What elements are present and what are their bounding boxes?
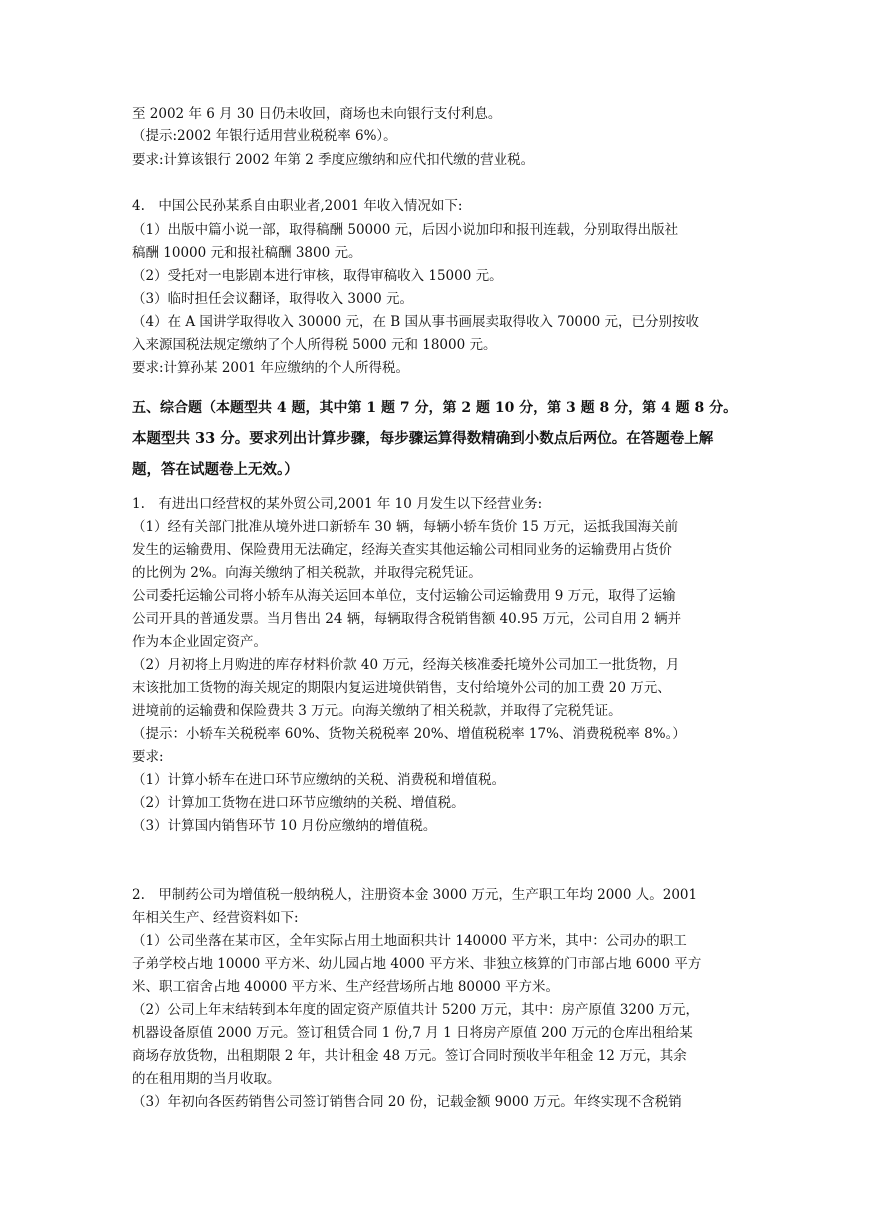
section-heading: 题，答在试题卷上无效。）: [132, 461, 299, 478]
text-line: 末该批加工货物的海关规定的期限内复运进境供销售，支付给境外公司的加工费 20 万元、: [132, 680, 671, 696]
text-line: 发生的运输费用、保险费用无法确定，经海关查实其他运输公司相同业务的运输费用占货价: [132, 542, 672, 558]
text-line: 机器设备原值 2000 万元。签订租赁合同 1 份,7 月 1 日将房产原值 200 万元的仓库出租给某: [132, 1025, 693, 1041]
text-line: 稿酬 10000 元和报社稿酬 3800 元。: [132, 245, 362, 261]
text-line: （2）月初将上月购进的库存材料价款 40 万元，经海关核准委托境外公司加工一批货物，月: [132, 657, 680, 673]
question-heading: 2. 甲制药公司为增值税一般纳税人，注册资本金 3000 万元，生产职工年均 2000 人。2001: [132, 887, 698, 903]
text-line: （1）经有关部门批准从境外进口新轿车 30 辆，每辆小轿车货价 15 万元，运抵我国海关前: [132, 519, 679, 535]
text-line: 米、职工宿舍占地 40000 平方米、生产经营场所占地 80000 平方米。: [132, 979, 560, 995]
text-line: 商场存放货物，出租期限 2 年，共计租金 48 万元。签订合同时预收半年租金 12 万元，其余: [132, 1048, 687, 1064]
question-heading: 4. 中国公民孙某系自由职业者,2001 年收入情况如下:: [132, 198, 463, 214]
section-heading: 五、综合题（本题型共 4 题，其中第 1 题 7 分，第 2 题 10 分，第 3 题 8 分，第 4 题 8 分。: [132, 400, 738, 416]
question-heading: 1. 有进出口经营权的某外贸公司,2001 年 10 月发生以下经营业务:: [132, 496, 543, 512]
text-line: 入来源国税法规定缴纳了个人所得税 5000 元和 18000 元。: [132, 337, 497, 353]
text-line: （3）临时担任会议翻译，取得收入 3000 元。: [132, 291, 414, 307]
text-line: 子弟学校占地 10000 平方米、幼儿园占地 4000 平方米、非独立核算的门市部占地 6000 平方: [132, 956, 702, 972]
text-line: （提示:2002 年银行适用营业税税率 6%）。: [132, 128, 397, 144]
text-line: 至 2002 年 6 月 30 日仍未收回，商场也未向银行支付利息。: [132, 106, 502, 122]
text-line: （1）出版中篇小说一部，取得稿酬 50000 元，后因小说加印和报刊连载，分别取得出版社: [132, 222, 679, 238]
text-line: 进境前的运输费和保险费共 3 万元。向海关缴纳了相关税款，并取得了完税凭证。: [132, 703, 622, 719]
text-line: 要求:计算孙某 2001 年应缴纳的个人所得税。: [132, 360, 409, 376]
text-line: （2）计算加工货物在进口环节应缴纳的关税、增值税。: [132, 795, 465, 811]
text-line: 要求:: [132, 749, 164, 765]
text-line: 公司委托运输公司将小轿车从海关运回本单位，支付运输公司运输费用 9 万元，取得了运输: [132, 588, 676, 604]
text-line: （3）计算国内销售环节 10 月份应缴纳的增值税。: [132, 818, 437, 834]
text-line: （1）计算小轿车在进口环节应缴纳的关税、消费税和增值税。: [132, 772, 506, 788]
text-line: （4）在 A 国讲学取得收入 30000 元，在 B 国从事书画展卖取得收入 70000 元，已分别按收: [132, 314, 699, 330]
text-line: （提示：小轿车关税税率 60%、货物关税税率 20%、增值税税率 17%、消费税税率 8%。）: [132, 726, 686, 742]
text-line: （2）公司上年末结转到本年度的固定资产原值共计 5200 万元，其中：房产原值 3200 万元，: [132, 1002, 699, 1018]
text-line: 作为本企业固定资产。: [132, 634, 267, 650]
text-line: （3）年初向各医药销售公司签订销售合同 20 份，记载金额 9000 万元。年终实现不含税销: [132, 1094, 682, 1110]
text-line: （1）公司坐落在某市区，全年实际占用土地面积共计 140000 平方米，其中：公司办的职工: [132, 933, 687, 949]
text-line: 的在租用期的当月收取。: [132, 1071, 281, 1087]
text-line: 公司开具的普通发票。当月售出 24 辆，每辆取得含税销售额 40.95 万元，公司自用 2 辆并: [132, 611, 682, 627]
text-line: 要求:计算该银行 2002 年第 2 季度应缴纳和应代扣代缴的营业税。: [132, 152, 535, 168]
text-line: （2）受托对一电影剧本进行审核，取得审稿收入 15000 元。: [132, 268, 503, 284]
section-heading: 本题型共 33 分。要求列出计算步骤，每步骤运算得数精确到小数点后两位。在答题卷上解: [132, 430, 714, 447]
text-line: 年相关生产、经营资料如下:: [132, 910, 299, 926]
text-line: 的比例为 2%。向海关缴纳了相关税款，并取得完税凭证。: [132, 565, 482, 581]
